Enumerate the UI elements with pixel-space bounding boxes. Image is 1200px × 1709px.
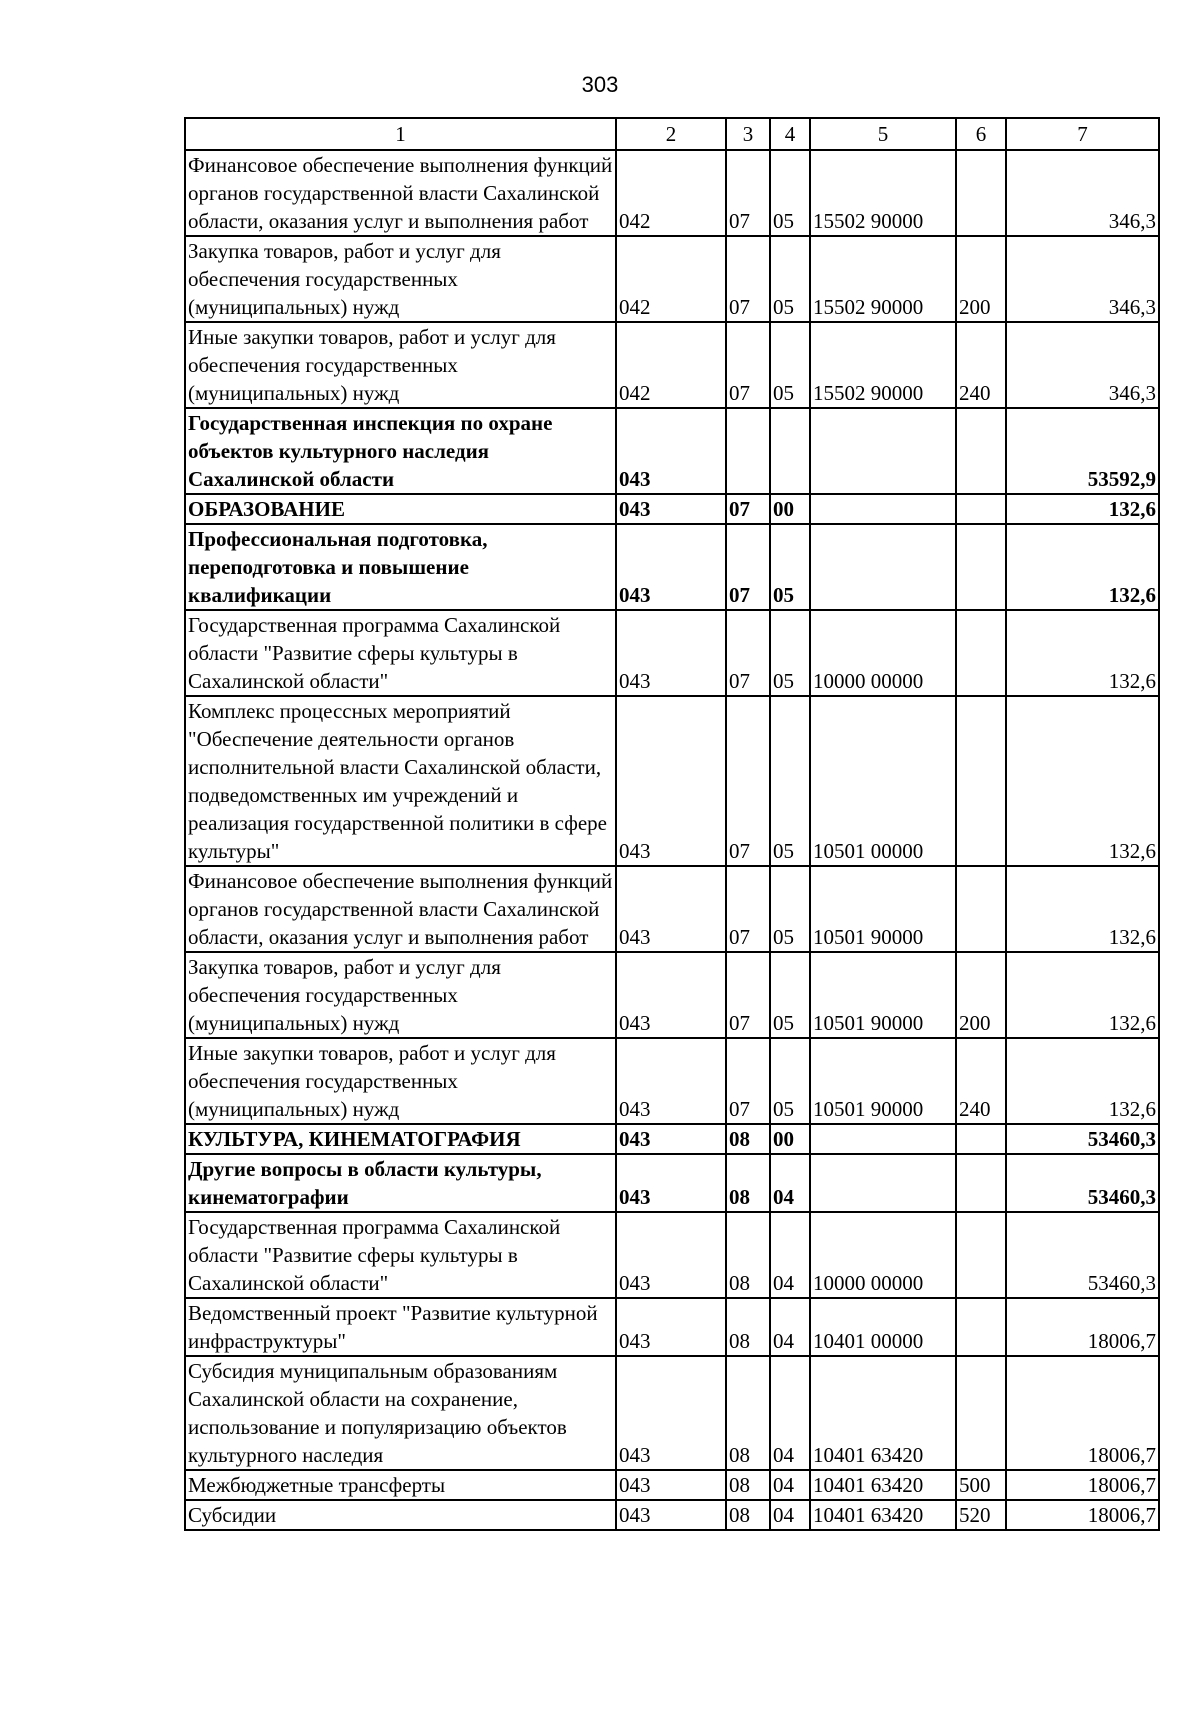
row-section-cell: 08 (726, 1470, 770, 1500)
row-name-cell: Профессиональная подготовка, переподготовка и повышение квалификации (185, 524, 616, 610)
row-target-code-cell: 10000 00000 (810, 610, 956, 696)
row-org-code-cell: 042 (616, 322, 726, 408)
row-name-cell: ОБРАЗОВАНИЕ (185, 494, 616, 524)
row-amount-cell: 18006,7 (1006, 1470, 1159, 1500)
table-row (185, 1356, 1159, 1470)
table-row (185, 236, 1159, 322)
row-expense-type-cell (956, 696, 1006, 866)
row-subsection-cell: 04 (770, 1212, 810, 1298)
table-row (185, 524, 1159, 610)
row-name-cell: Иные закупки товаров, работ и услуг для обеспечения государственных (муниципальных) нужд (185, 322, 616, 408)
row-target-code-cell (810, 1124, 956, 1154)
row-target-code-cell (810, 1154, 956, 1212)
table-row (185, 696, 1159, 866)
row-expense-type-cell (956, 1356, 1006, 1470)
row-section-cell: 08 (726, 1356, 770, 1470)
row-target-code-cell: 10401 00000 (810, 1298, 956, 1356)
row-subsection-cell: 04 (770, 1154, 810, 1212)
row-expense-type-cell (956, 150, 1006, 236)
table-row (185, 1038, 1159, 1124)
table-row (185, 494, 1159, 524)
row-expense-type-cell: 520 (956, 1500, 1006, 1530)
row-name-cell: КУЛЬТУРА, КИНЕМАТОГРАФИЯ (185, 1124, 616, 1154)
row-target-code-cell: 10501 00000 (810, 696, 956, 866)
row-amount-cell: 53460,3 (1006, 1212, 1159, 1298)
table-row (185, 322, 1159, 408)
row-org-code-cell: 043 (616, 1154, 726, 1212)
row-amount-cell: 53460,3 (1006, 1154, 1159, 1212)
row-subsection-cell: 04 (770, 1470, 810, 1500)
row-expense-type-cell: 500 (956, 1470, 1006, 1500)
row-org-code-cell: 043 (616, 952, 726, 1038)
row-name-cell: Субсидия муниципальным образованиям Сахалинской области на сохранение, использование и популяризацию объектов культурного наследия (185, 1356, 616, 1470)
row-name-cell: Государственная программа Сахалинской области "Развитие сферы культуры в Сахалинской области" (185, 610, 616, 696)
row-target-code-cell: 10000 00000 (810, 1212, 956, 1298)
row-org-code-cell: 043 (616, 610, 726, 696)
row-section-cell: 07 (726, 610, 770, 696)
table-row (185, 610, 1159, 696)
table-row (185, 952, 1159, 1038)
column-header: 3 (726, 118, 770, 150)
row-section-cell: 07 (726, 866, 770, 952)
row-subsection-cell: 05 (770, 236, 810, 322)
row-name-cell: Финансовое обеспечение выполнения функций органов государственной власти Сахалинской области, оказания услуг и выполнения работ (185, 150, 616, 236)
row-org-code-cell: 043 (616, 494, 726, 524)
table-row (185, 1298, 1159, 1356)
row-subsection-cell: 00 (770, 494, 810, 524)
row-name-cell: Государственная инспекция по охране объектов культурного наследия Сахалинской области (185, 408, 616, 494)
table-row (185, 408, 1159, 494)
column-header: 6 (956, 118, 1006, 150)
row-org-code-cell: 043 (616, 1298, 726, 1356)
table-row (185, 1154, 1159, 1212)
row-target-code-cell (810, 524, 956, 610)
row-section-cell: 07 (726, 524, 770, 610)
row-expense-type-cell (956, 866, 1006, 952)
row-subsection-cell: 05 (770, 866, 810, 952)
row-subsection-cell: 04 (770, 1500, 810, 1530)
row-org-code-cell: 043 (616, 1124, 726, 1154)
row-org-code-cell: 043 (616, 1212, 726, 1298)
row-amount-cell: 346,3 (1006, 150, 1159, 236)
column-header: 7 (1006, 118, 1159, 150)
row-target-code-cell: 15502 90000 (810, 322, 956, 408)
row-amount-cell: 346,3 (1006, 322, 1159, 408)
row-subsection-cell: 05 (770, 696, 810, 866)
row-section-cell: 07 (726, 494, 770, 524)
row-amount-cell: 132,6 (1006, 494, 1159, 524)
row-expense-type-cell (956, 524, 1006, 610)
row-expense-type-cell (956, 1212, 1006, 1298)
row-expense-type-cell: 200 (956, 236, 1006, 322)
row-section-cell: 08 (726, 1124, 770, 1154)
row-target-code-cell: 10401 63420 (810, 1356, 956, 1470)
row-expense-type-cell: 200 (956, 952, 1006, 1038)
row-section-cell: 08 (726, 1298, 770, 1356)
row-amount-cell: 18006,7 (1006, 1298, 1159, 1356)
row-target-code-cell (810, 408, 956, 494)
table-row (185, 866, 1159, 952)
table-row (185, 1212, 1159, 1298)
row-name-cell: Межбюджетные трансферты (185, 1470, 616, 1500)
row-target-code-cell: 10501 90000 (810, 866, 956, 952)
row-amount-cell: 53460,3 (1006, 1124, 1159, 1154)
row-org-code-cell: 042 (616, 236, 726, 322)
row-target-code-cell: 15502 90000 (810, 236, 956, 322)
row-expense-type-cell: 240 (956, 1038, 1006, 1124)
table-body (185, 150, 1159, 1530)
row-expense-type-cell (956, 610, 1006, 696)
row-org-code-cell: 043 (616, 696, 726, 866)
row-org-code-cell: 043 (616, 1356, 726, 1470)
row-amount-cell: 132,6 (1006, 952, 1159, 1038)
row-expense-type-cell: 240 (956, 322, 1006, 408)
row-subsection-cell: 05 (770, 322, 810, 408)
page-number: 303 (581, 72, 619, 97)
row-expense-type-cell (956, 494, 1006, 524)
row-subsection-cell: 05 (770, 952, 810, 1038)
row-amount-cell: 132,6 (1006, 866, 1159, 952)
row-org-code-cell: 043 (616, 866, 726, 952)
row-target-code-cell: 10401 63420 (810, 1470, 956, 1500)
row-org-code-cell: 043 (616, 1038, 726, 1124)
row-section-cell: 08 (726, 1154, 770, 1212)
row-amount-cell: 132,6 (1006, 1038, 1159, 1124)
row-amount-cell: 346,3 (1006, 236, 1159, 322)
row-amount-cell: 132,6 (1006, 610, 1159, 696)
row-amount-cell: 18006,7 (1006, 1356, 1159, 1470)
row-org-code-cell: 043 (616, 408, 726, 494)
row-section-cell: 07 (726, 236, 770, 322)
row-expense-type-cell (956, 1124, 1006, 1154)
row-subsection-cell: 04 (770, 1298, 810, 1356)
row-expense-type-cell (956, 1154, 1006, 1212)
row-target-code-cell: 10401 63420 (810, 1500, 956, 1530)
row-subsection-cell: 04 (770, 1356, 810, 1470)
row-name-cell: Иные закупки товаров, работ и услуг для обеспечения государственных (муниципальных) нужд (185, 1038, 616, 1124)
row-subsection-cell (770, 408, 810, 494)
row-section-cell: 07 (726, 696, 770, 866)
row-name-cell: Ведомственный проект "Развитие культурной инфраструктуры" (185, 1298, 616, 1356)
row-name-cell: Государственная программа Сахалинской области "Развитие сферы культуры в Сахалинской области" (185, 1212, 616, 1298)
row-target-code-cell: 10501 90000 (810, 1038, 956, 1124)
row-amount-cell: 53592,9 (1006, 408, 1159, 494)
row-section-cell: 08 (726, 1212, 770, 1298)
row-section-cell: 07 (726, 322, 770, 408)
table-row (185, 1124, 1159, 1154)
row-org-code-cell: 043 (616, 1470, 726, 1500)
row-target-code-cell: 15502 90000 (810, 150, 956, 236)
column-header: 4 (770, 118, 810, 150)
row-expense-type-cell (956, 1298, 1006, 1356)
row-org-code-cell: 042 (616, 150, 726, 236)
row-name-cell: Закупка товаров, работ и услуг для обеспечения государственных (муниципальных) нужд (185, 952, 616, 1038)
table-row (185, 1500, 1159, 1530)
table-row (185, 1470, 1159, 1500)
column-header: 1 (185, 118, 616, 150)
row-target-code-cell (810, 494, 956, 524)
row-name-cell: Закупка товаров, работ и услуг для обеспечения государственных (муниципальных) нужд (185, 236, 616, 322)
row-section-cell: 07 (726, 1038, 770, 1124)
row-subsection-cell: 05 (770, 150, 810, 236)
table-header-row (185, 118, 1159, 150)
row-section-cell: 07 (726, 952, 770, 1038)
column-header: 2 (616, 118, 726, 150)
row-subsection-cell: 05 (770, 524, 810, 610)
row-subsection-cell: 05 (770, 1038, 810, 1124)
row-subsection-cell: 05 (770, 610, 810, 696)
row-org-code-cell: 043 (616, 524, 726, 610)
row-amount-cell: 18006,7 (1006, 1500, 1159, 1530)
row-amount-cell: 132,6 (1006, 696, 1159, 866)
row-section-cell: 07 (726, 150, 770, 236)
column-header: 5 (810, 118, 956, 150)
row-name-cell: Финансовое обеспечение выполнения функций органов государственной власти Сахалинской области, оказания услуг и выполнения работ (185, 866, 616, 952)
table-row (185, 150, 1159, 236)
row-section-cell: 08 (726, 1500, 770, 1530)
row-section-cell (726, 408, 770, 494)
row-target-code-cell: 10501 90000 (810, 952, 956, 1038)
budget-table (184, 117, 1160, 1531)
row-name-cell: Комплекс процессных мероприятий "Обеспечение деятельности органов исполнительной власти Сахалинской области, подведомственных им учреждений и реализация государственной политики в сфере культуры" (185, 696, 616, 866)
row-amount-cell: 132,6 (1006, 524, 1159, 610)
row-name-cell: Субсидии (185, 1500, 616, 1530)
row-name-cell: Другие вопросы в области культуры, кинематографии (185, 1154, 616, 1212)
row-subsection-cell: 00 (770, 1124, 810, 1154)
row-org-code-cell: 043 (616, 1500, 726, 1530)
row-expense-type-cell (956, 408, 1006, 494)
